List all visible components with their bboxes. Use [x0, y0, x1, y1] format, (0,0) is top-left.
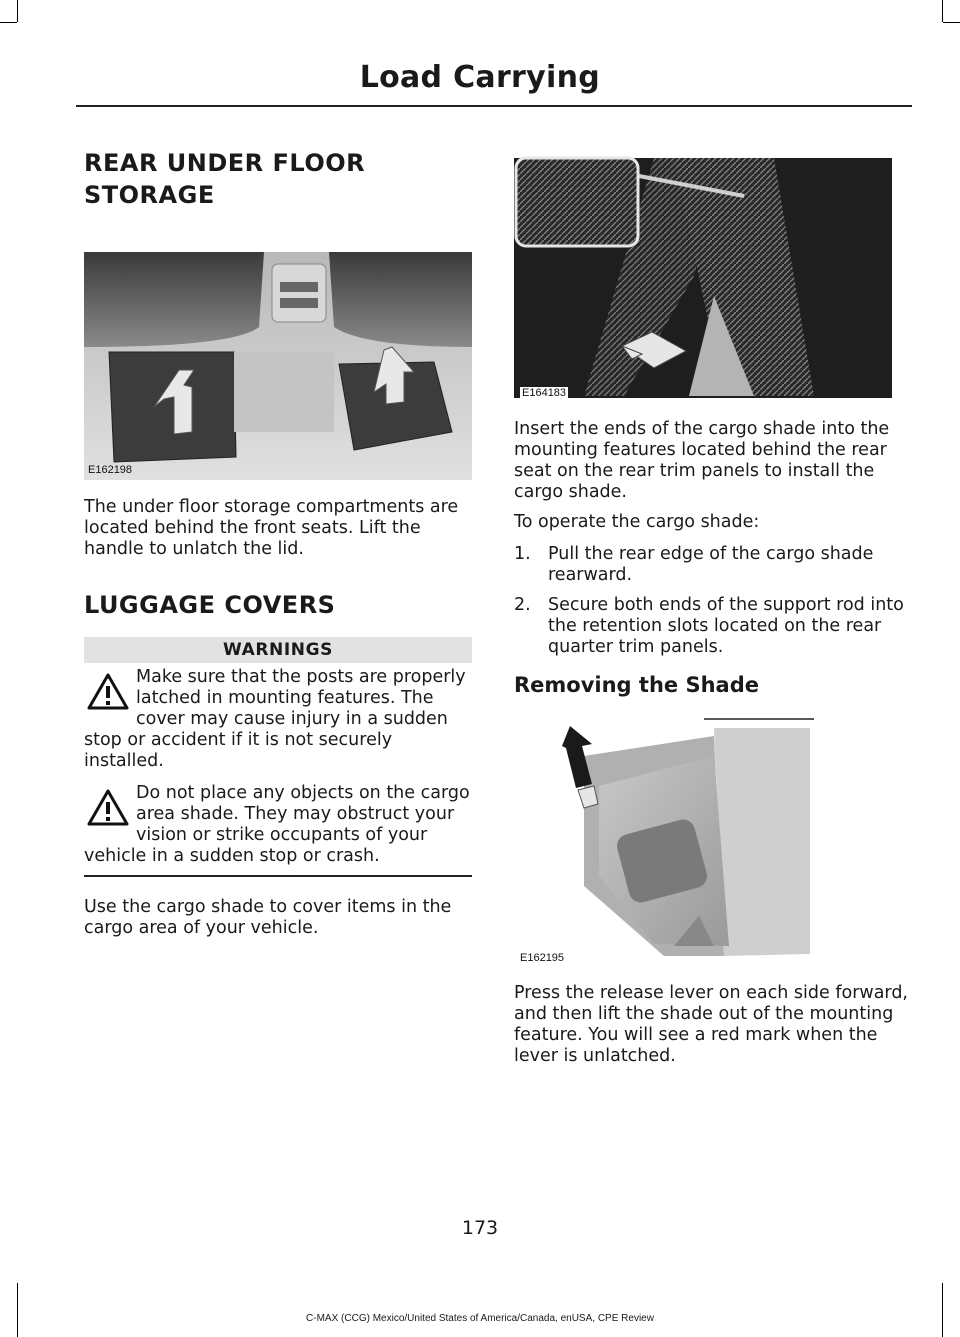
page-number: 173: [461, 1217, 499, 1239]
warnings-heading: WARNINGS: [84, 637, 472, 663]
section-title-luggage-covers: LUGGAGE COVERS: [84, 591, 336, 619]
paragraph-operate-intro: To operate the cargo shade:: [514, 512, 760, 532]
crop-mark-bottom-left-v: [17, 1283, 18, 1337]
crop-mark-top-left-v: [17, 0, 18, 22]
paragraph-cargo-shade-use: Use the cargo shade to cover items in the cargo area of your vehicle.: [84, 897, 452, 938]
paragraph-remove-shade: Press the release lever on each side forward, and then lift the shade out of the mounting feature. You will see a red mark when the lever is unlatched.: [514, 983, 908, 1066]
figure-release-lever: [514, 716, 814, 970]
paragraph-under-floor-storage: The under floor storage compartments are located behind the front seats. Lift the handle to unlatch the lid.: [84, 497, 459, 559]
step-text: Pull the rear edge of the cargo shade rearward.: [548, 544, 874, 585]
cargo-shade-install-illustration: [514, 156, 892, 402]
warning-text-no-objects: [84, 783, 474, 867]
section-title-line-2: STORAGE: [84, 181, 215, 209]
warning-text: Do not place any objects on the cargo area shade. They may obstruct your vision or strike occupants of your vehicle in a sudden stop or crash.: [84, 783, 470, 866]
warning-text: Make sure that the posts are properly latched in mounting features. The cover may cause injury in a sudden stop or accident if it is not securely installed.: [84, 667, 466, 771]
paragraph-install-cargo-shade: Insert the ends of the cargo shade into the mounting features located behind the rear seat on the rear trim panels to install the cargo shade.: [514, 419, 890, 502]
step-text: Secure both ends of the support rod into the retention slots located on the rear quarter trim panels.: [548, 595, 904, 657]
warning-text-posts-latched: [84, 667, 474, 772]
section-title-line-1: REAR UNDER FLOOR: [84, 149, 366, 177]
crop-mark-top-left-h: [0, 22, 17, 23]
footer-document-info: C-MAX (CCG) Mexico/United States of America/Canada, enUSA, CPE Review: [306, 1313, 654, 1324]
figure-code-label: E162198: [88, 464, 133, 476]
figure-cargo-shade-install: [514, 156, 892, 402]
figure-code-label: E164183: [522, 387, 567, 399]
step-number: 2.: [514, 595, 531, 615]
warnings-end-rule: [84, 875, 472, 877]
figure-under-floor-storage: [84, 252, 472, 480]
figure-code-label: E162195: [520, 952, 565, 964]
crop-mark-top-right-v: [942, 0, 943, 22]
crop-mark-top-right-h: [943, 22, 960, 23]
section-title-under-floor-storage: [84, 148, 365, 210]
subsection-title-removing-shade: Removing the Shade: [514, 673, 759, 697]
step-number: 1.: [514, 544, 531, 564]
header-divider: [76, 105, 912, 107]
release-lever-illustration: [514, 716, 814, 970]
crop-mark-bottom-right-v: [942, 1283, 943, 1337]
page-header-title: Load Carrying: [359, 60, 600, 95]
under-floor-storage-illustration: [84, 252, 472, 480]
